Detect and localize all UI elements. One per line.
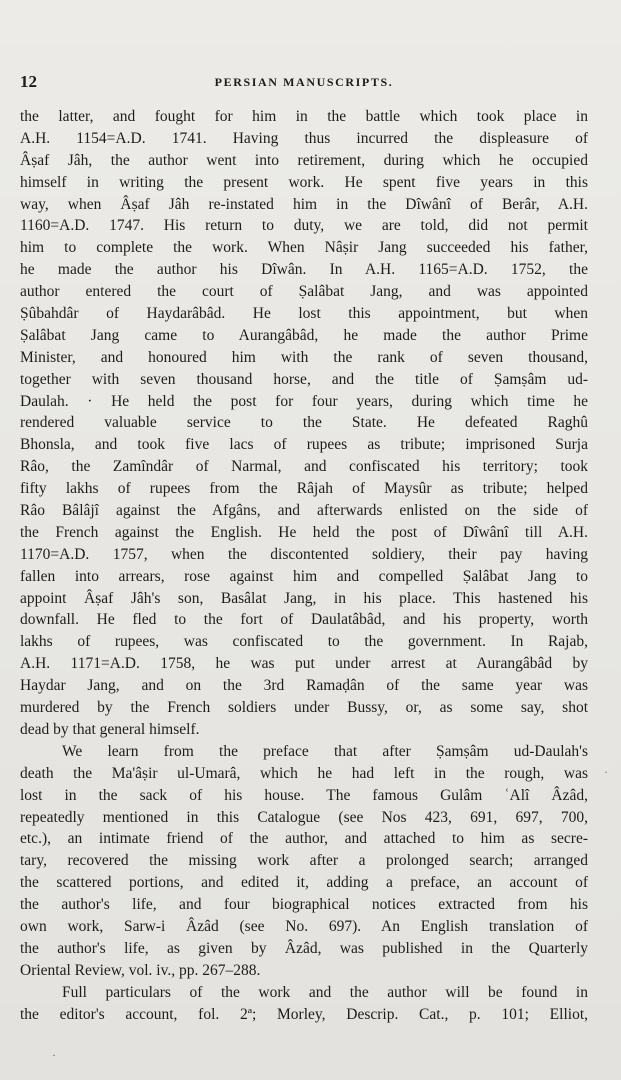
running-head: PERSIAN MANUSCRIPTS. (214, 74, 394, 89)
text-line: lakhs of rupees, was confiscated to the government. In Rajab, (20, 633, 588, 651)
text-line: way, when Âṣaf Jâh re-instated him in the Dîwânî of Berâr, A.H. (20, 195, 588, 213)
text-line: the editor's account, fol. 2ª; Morley, Descrip. Cat., p. 101; Elliot, (20, 1005, 588, 1023)
text-line: A.H. 1154=A.D. 1741. Having thus incurred the displeasure of (20, 129, 588, 147)
text-line: the scattered portions, and edited it, adding a preface, an account of (20, 874, 588, 892)
text-line: dead by that general himself. (20, 720, 200, 738)
text-line: murdered by the French soldiers under Bussy, or, as some say, shot (20, 699, 588, 717)
text-line: death the Ma'âṣir ul-Umarâ, which he had left in the rough, was (20, 764, 588, 782)
text-line: Full particulars of the work and the author will be found in (62, 983, 588, 1001)
text-line: the author's life, as given by Âzâd, was published in the Quarterly (20, 939, 588, 957)
page-header (20, 70, 588, 94)
margin-speck: · (604, 765, 608, 779)
text-line: We learn from the preface that after Ṣamṣâm ud-Daulah's (62, 742, 588, 760)
text-line: he made the author his Dîwân. In A.H. 1165=A.D. 1752, the (20, 261, 588, 279)
text-line: rendered valuable service to the State. He defeated Raghû (20, 414, 588, 432)
text-line: fallen into arrears, rose against him and compelled Ṣalâbat Jang to (20, 567, 588, 585)
text-line: together with seven thousand horse, and the title of Ṣamṣâm ud- (20, 370, 588, 388)
text-line: lost in the sack of his house. The famous Gulâm ʿAlî Âzâd, (20, 786, 588, 804)
paragraph-1 (20, 106, 588, 741)
text-line: fifty lakhs of rupees from the Râjah of Maysûr as tribute; helped (20, 480, 588, 498)
text-line: himself in writing the present work. He spent five years in this (20, 173, 588, 191)
body-text (20, 106, 588, 1025)
margin-speck: · (52, 1048, 56, 1062)
text-line: the author's life, and four biographical notices extracted from his (20, 896, 588, 914)
text-line: Ṣûbahdâr of Haydarâbâd. He lost this appointment, but when (20, 305, 588, 323)
text-line: own work, Sarw-i Âzâd (see No. 697). An English translation of (20, 917, 588, 935)
text-line: Râo, the Zamîndâr of Narmal, and confiscated his territory; took (20, 458, 588, 476)
text-line: appoint Âṣaf Jâh's son, Basâlat Jang, in his place. This hastened his (20, 589, 588, 607)
text-line: the French against the English. He held the post of Dîwânî till A.H. (20, 523, 588, 541)
text-line: downfall. He fled to the fort of Daulatâbâd, and his property, worth (20, 611, 588, 629)
text-line: A.H. 1171=A.D. 1758, he was put under arrest at Aurangâbâd by (20, 655, 588, 673)
text-line: Oriental Review, vol. iv., pp. 267–288. (20, 961, 261, 979)
text-line: Minister, and honoured him with the rank of seven thousand, (20, 348, 588, 366)
text-line: author entered the court of Ṣalâbat Jang, and was appointed (20, 283, 588, 301)
text-line: etc.), an intimate friend of the author, and attached to him as secre- (20, 830, 588, 848)
text-line: the latter, and fought for him in the battle which took place in (20, 108, 588, 125)
text-line: Ṣalâbat Jang came to Aurangâbâd, he made the author Prime (20, 326, 588, 344)
text-line: 1170=A.D. 1757, when the discontented soldiery, their pay having (20, 545, 588, 563)
paragraph-2 (20, 741, 588, 982)
text-line: Daulah. · He held the post for four years, during which time he (20, 392, 588, 410)
text-line: repeatedly mentioned in this Catalogue (see Nos 423, 691, 697, 700, (20, 808, 588, 826)
text-line: Râo Bâlâjî against the Afgâns, and afterwards enlisted on the side of (20, 502, 588, 520)
text-line: Âṣaf Jâh, the author went into retirement, during which he occupied (20, 151, 588, 169)
text-line: 1160=A.D. 1747. His return to duty, we are told, did not permit (20, 217, 588, 235)
text-line: him to complete the work. When Nâṣir Jang succeeded his father, (20, 239, 588, 257)
text-line: tary, recovered the missing work after a prolonged search; arranged (20, 852, 588, 870)
page-number: 12 (20, 72, 37, 91)
text-line: Bhonsla, and took five lacs of rupees as tribute; imprisoned Surja (20, 436, 588, 454)
paragraph-3 (20, 982, 588, 1026)
text-line: Haydar Jang, and on the 3rd Ramaḍân of the same year was (20, 677, 588, 695)
